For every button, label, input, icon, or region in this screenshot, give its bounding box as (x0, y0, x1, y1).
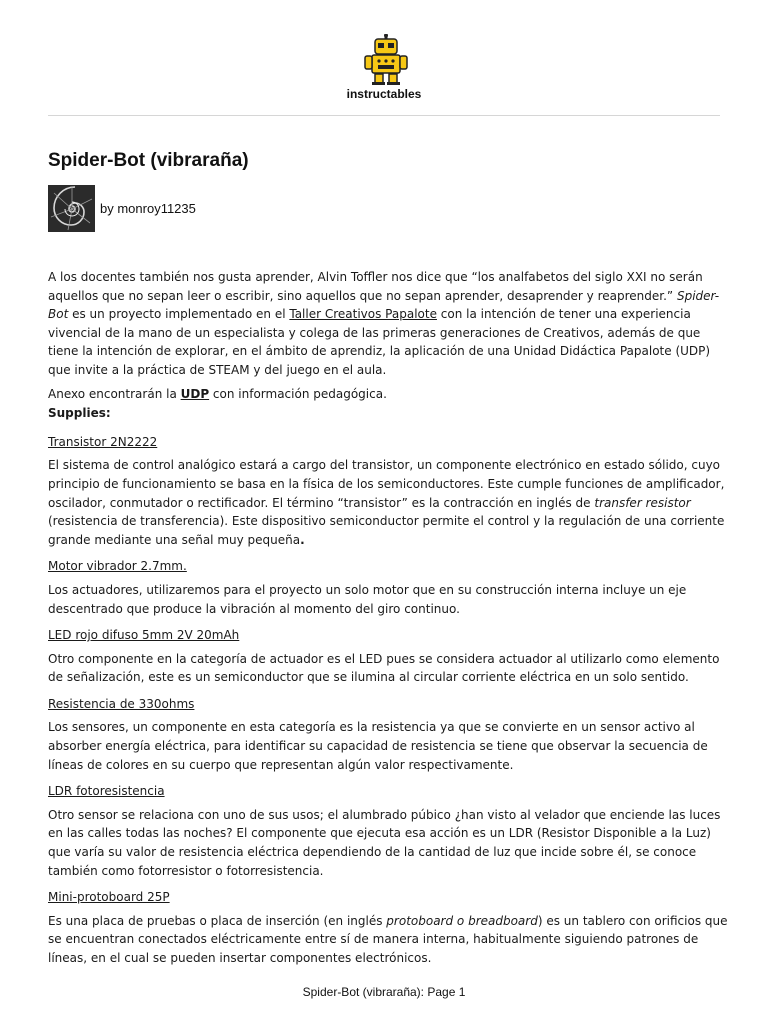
resistencia-heading[interactable]: Resistencia de 330ohms (48, 696, 195, 711)
article-title: Spider-Bot (vibraraña) (48, 150, 249, 171)
intro-text: es un proyecto implementado en el (68, 307, 290, 322)
intro-paragraph (48, 268, 732, 380)
annex-text: Anexo encontrarán la (48, 386, 181, 401)
annex-paragraph (48, 385, 732, 404)
udp-link[interactable]: UDP (180, 386, 210, 401)
led-paragraph: Otro componente en la categoría de actuador es el LED pues se considera actuador al utilizarlo como elemento de señalización, este es un semiconductor que se ilumina al circular corriente eléctrica en un solo sentido. (48, 651, 720, 685)
transistor-paragraph (48, 456, 732, 549)
page-footer: Spider-Bot (vibraraña): Page 1 (302, 985, 466, 999)
annex-text: con información pedagógica. (209, 386, 387, 401)
transistor-end: . (300, 532, 305, 547)
motor-paragraph: Los actuadores, utilizaremos para el proyecto un solo motor que en su construcción interna incluye un eje descentrado que produce la vibración al momento del giro continuo. (48, 582, 687, 616)
motor-heading[interactable]: Motor vibrador 2.7mm. (48, 559, 187, 574)
ldr-heading[interactable]: LDR fotoresistencia (48, 784, 165, 799)
transistor-text: (resistencia de transferencia). Este dispositivo semiconductor permite el control y la regulación de una corriente grande mediante una señal muy pequeña (48, 514, 725, 547)
resistencia-paragraph: Los sensores, un componente en esta categoría es la resistencia ya que se convierte en un sensor activo al absorber energía eléctrica, para identificar su capacidad de resistencia se tiene que observar la secuencia de líneas de colores en su cuerpo que representan algún valor respectivamente. (48, 720, 708, 772)
instructables-robot-icon (363, 34, 409, 86)
author-avatar[interactable] (48, 185, 95, 232)
nautilus-shell-icon (48, 185, 95, 232)
protoboard-emphasis: protoboard o breadboard (386, 913, 538, 928)
byline-prefix: by (100, 201, 118, 216)
protoboard-text: Es una placa de pruebas o placa de inserción (en inglés (48, 913, 387, 928)
transfer-resistor-emphasis: transfer resistor (594, 495, 691, 510)
header-divider (48, 115, 720, 116)
protoboard-text: ) es un tablero con orificios que se encuentran conectados eléctricamente entre sí de manera interna, habitualmente siguiendo patrones de líneas, en el cual se pueden insertar componentes electrónicos. (48, 913, 728, 965)
intro-text: A los docentes también nos gusta aprender, Alvin Toffler nos dice que “los analfabetos del siglo XXI no serán aquellos que no sepan leer o escribir, sino aquellos que no sepan aprender, desaprender y reaprender.” (48, 270, 703, 303)
ldr-paragraph: Otro sensor se relaciona con uno de sus usos; el alumbrado púbico ¿han visto al velador que enciende las luces en las calles todas las noches? El componente que ejecuta esa acción es un LDR (Resistor Disponible a la Luz) que varía su valor de resistencia eléctrica dependiendo de la cantidad de luz que incide sobre él, se conoce también como fotorresistor o fotorresistencia. (48, 807, 721, 878)
brand-name: instructables (346, 87, 422, 101)
transistor-text: El sistema de control analógico estará a cargo del transistor, un componente electrónico en estado sólido, cuyo principio de funcionamiento se basa en la física de los semiconductores. Este cumple funciones de amplificador, oscilador, conmutador o rectificador. El término “transistor” es la contracción en inglés de (48, 458, 725, 510)
spider-bot-emphasis: Spider-Bot (48, 288, 720, 322)
intro-text: con la intención de tener una experiencia vivencial de la mano de un especialista y colega de las primeras generaciones de Creativos, además de que tiene la intención de explorar, en el ámbito de aprendiz, la aplicación de una Unidad Didáctica Papalote (UDP) que invite a la práctica de STEAM y del juego en el aula. (48, 307, 711, 377)
article-body (48, 268, 732, 973)
supplies-heading: Supplies: (48, 406, 111, 421)
protoboard-heading[interactable]: Mini-protoboard 25P (48, 890, 170, 905)
author-name[interactable]: monroy11235 (117, 201, 196, 216)
protoboard-paragraph (48, 912, 732, 968)
taller-creativos-link[interactable]: Taller Creativos Papalote (289, 307, 437, 322)
transistor-heading[interactable]: Transistor 2N2222 (48, 434, 158, 449)
led-heading[interactable]: LED rojo difuso 5mm 2V 20mAh (48, 628, 240, 643)
author-byline (100, 201, 196, 216)
